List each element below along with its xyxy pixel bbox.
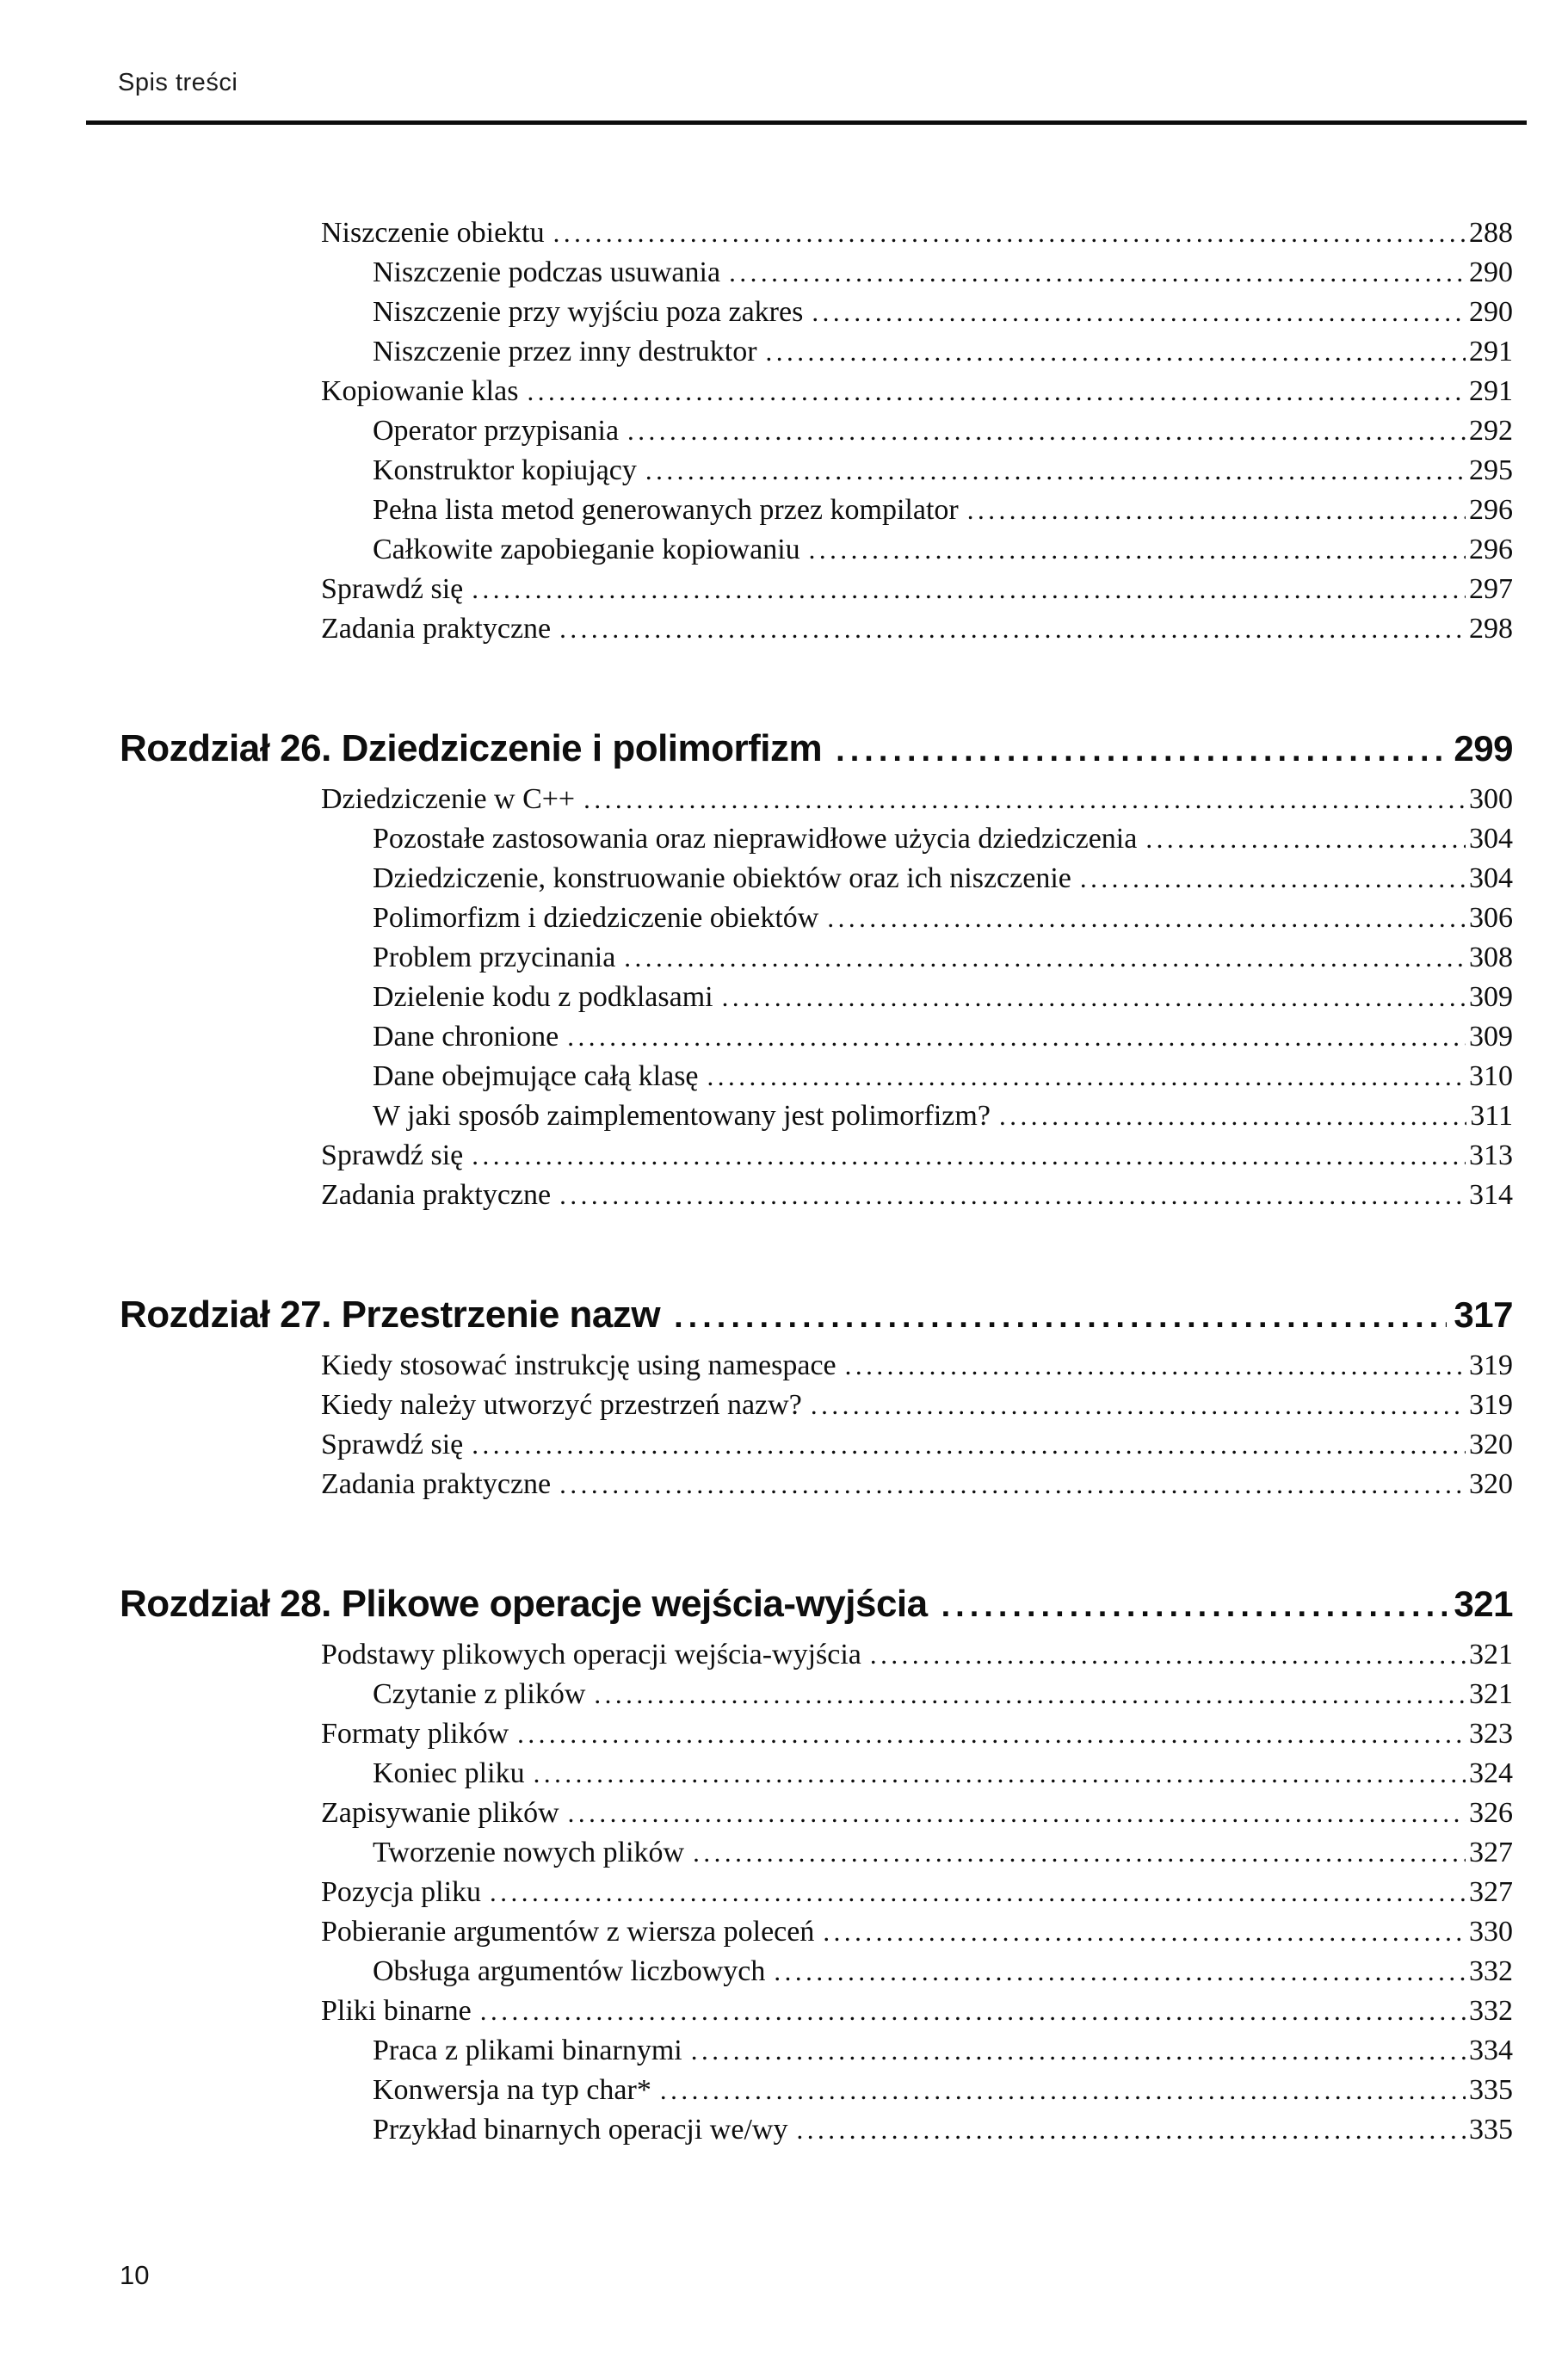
entry-page-number: 300 [1469,783,1513,815]
dot-leader [796,2110,1466,2150]
toc-entry-row [321,372,1513,411]
dot-leader [812,293,1466,332]
dot-leader [809,530,1466,570]
dot-leader [836,726,1447,775]
entry-label: Sprawdź się [321,573,464,605]
toc-entry-row [321,1912,1513,1952]
toc-entry-row [321,1346,1513,1386]
dot-leader [527,372,1466,411]
entry-page-number: 308 [1469,942,1513,973]
chapter-title: Rozdział 28. Plikowe operacje wejścia-wyjścia [120,1583,928,1625]
toc-entry-row [321,1176,1513,1215]
entry-page-number: 324 [1469,1757,1513,1789]
dot-leader [729,253,1466,293]
toc-entry-row [373,819,1513,859]
dot-leader [472,1425,1466,1465]
toc-entry-row [321,1425,1513,1465]
dot-leader [583,780,1466,819]
toc-entry-row [321,1136,1513,1176]
toc-entry-row [373,2071,1513,2110]
toc-entry-row [321,1465,1513,1504]
toc-block [120,1580,1513,2150]
entry-label: Pobieranie argumentów z wiersza poleceń [321,1916,815,1948]
entry-page-number: 292 [1469,415,1513,447]
dot-leader [707,1057,1466,1096]
toc-entry-row [373,451,1513,491]
chapter-title: Rozdział 27. Przestrzenie nazw [120,1294,661,1336]
dot-leader [693,1833,1466,1873]
toc-entry-row [373,2110,1513,2150]
entry-label: Niszczenie obiektu [321,217,545,249]
entry-label: Sprawdź się [321,1139,464,1171]
dot-leader [472,570,1466,609]
dot-leader [1145,819,1466,859]
entry-label: Dane chronione [373,1021,559,1053]
entry-page-number: 309 [1469,981,1513,1013]
toc-entry-row [373,1952,1513,1991]
running-head: Spis treści [118,69,238,96]
toc-entry-row [373,1057,1513,1096]
entry-page-number: 313 [1469,1139,1513,1171]
table-of-contents [120,213,1513,2150]
dot-leader [1080,859,1466,898]
chapter-heading-row [120,725,1513,773]
dot-leader [774,1952,1466,1991]
dot-leader [766,332,1466,372]
dot-leader [594,1675,1466,1714]
dot-leader [627,411,1466,451]
entry-page-number: 332 [1469,1955,1513,1987]
toc-entry-row [321,1794,1513,1833]
dot-leader [941,1582,1448,1630]
entry-page-number: 309 [1469,1021,1513,1053]
entry-page-number: 296 [1469,534,1513,565]
entry-page-number: 323 [1469,1718,1513,1750]
toc-entry-row [321,1635,1513,1675]
entry-page-number: 319 [1469,1349,1513,1381]
entry-page-number: 295 [1469,454,1513,486]
entry-label: Zapisywanie plików [321,1797,559,1829]
dot-leader [472,1136,1466,1176]
entry-page-number: 290 [1469,256,1513,288]
entry-label: Całkowite zapobieganie kopiowaniu [373,534,800,565]
entry-label: Zadania praktyczne [321,1468,552,1500]
entry-page-number: 332 [1469,1995,1513,2027]
toc-entry-row [373,978,1513,1017]
entry-label: Przykład binarnych operacji we/wy [373,2114,788,2146]
entry-label: Operator przypisania [373,415,620,447]
dot-leader [490,1873,1466,1912]
entry-label: Pliki binarne [321,1995,472,2027]
chapter-page-number: 317 [1454,1294,1513,1335]
entry-page-number: 290 [1469,296,1513,328]
toc-entry-row [373,2031,1513,2071]
dot-leader [568,1794,1466,1833]
entry-page-number: 291 [1469,336,1513,367]
dot-leader [999,1096,1466,1136]
toc-entry-row [373,293,1513,332]
toc-entry-row [321,570,1513,609]
entry-label: Praca z plikami binarnymi [373,2035,682,2066]
entry-label: Niszczenie przy wyjściu poza zakres [373,296,804,328]
dot-leader [567,1017,1466,1057]
entry-page-number: 326 [1469,1797,1513,1829]
entry-page-number: 330 [1469,1916,1513,1948]
dot-leader [674,1293,1447,1341]
entry-label: Pozycja pliku [321,1876,482,1908]
entry-page-number: 334 [1469,2035,1513,2066]
dot-leader [534,1754,1466,1794]
toc-entry-row [373,1675,1513,1714]
entry-page-number: 335 [1469,2114,1513,2146]
entry-page-number: 310 [1469,1060,1513,1092]
toc-entry-row [373,253,1513,293]
entry-label: Polimorfizm i dziedziczenie obiektów [373,902,819,934]
entry-label: Czytanie z plików [373,1678,586,1710]
chapter-heading-row [120,1291,1513,1339]
toc-entry-row [373,491,1513,530]
entry-label: Dziedziczenie w C++ [321,783,576,815]
dot-leader [827,898,1466,938]
dot-leader [811,1386,1466,1425]
toc-entry-row [321,213,1513,253]
chapter-page-number: 321 [1454,1584,1513,1624]
entry-page-number: 288 [1469,217,1513,249]
entry-page-number: 321 [1469,1639,1513,1670]
toc-entry-row [373,530,1513,570]
toc-entry-row [373,411,1513,451]
entry-page-number: 320 [1469,1468,1513,1500]
page-folio: 10 [120,2260,150,2290]
entry-label: Kiedy stosować instrukcję using namespace [321,1349,836,1381]
entry-label: W jaki sposób zaimplementowany jest polimorfizm? [373,1100,991,1132]
toc-entry-row [373,1754,1513,1794]
dot-leader [559,1465,1466,1504]
dot-leader [559,609,1466,649]
toc-entry-row [373,938,1513,978]
entry-page-number: 291 [1469,375,1513,407]
toc-entry-row [373,332,1513,372]
dot-leader [967,491,1466,530]
dot-leader [660,2071,1466,2110]
dot-leader [480,1991,1466,2031]
entry-label: Zadania praktyczne [321,613,552,645]
entry-label: Konwersja na typ char* [373,2074,651,2106]
chapter-heading-row [120,1580,1513,1628]
chapter-page-number: 299 [1454,728,1513,769]
entry-page-number: 320 [1469,1429,1513,1460]
entry-label: Tworzenie nowych plików [373,1837,685,1868]
toc-entry-row [373,859,1513,898]
dot-leader [722,978,1466,1017]
toc-block [120,1291,1513,1504]
entry-page-number: 319 [1469,1389,1513,1421]
entry-label: Dane obejmujące całą klasę [373,1060,699,1092]
entry-page-number: 314 [1469,1179,1513,1211]
entry-page-number: 311 [1470,1100,1513,1132]
entry-label: Podstawy plikowych operacji wejścia-wyjścia [321,1639,861,1670]
dot-leader [645,451,1466,491]
dot-leader [691,2031,1466,2071]
entry-page-number: 304 [1469,862,1513,894]
entry-label: Zadania praktyczne [321,1179,552,1211]
dot-leader [517,1714,1466,1754]
entry-page-number: 306 [1469,902,1513,934]
entry-label: Formaty plików [321,1718,509,1750]
entry-label: Koniec pliku [373,1757,525,1789]
entry-label: Problem przycinania [373,942,616,973]
toc-block [120,213,1513,649]
entry-page-number: 298 [1469,613,1513,645]
toc-entry-row [321,609,1513,649]
dot-leader [559,1176,1466,1215]
toc-entry-row [373,898,1513,938]
entry-label: Dzielenie kodu z podklasami [373,981,713,1013]
entry-page-number: 296 [1469,494,1513,526]
entry-page-number: 335 [1469,2074,1513,2106]
toc-entry-row [321,1386,1513,1425]
entry-page-number: 327 [1469,1837,1513,1868]
dot-leader [845,1346,1466,1386]
toc-entry-row [373,1017,1513,1057]
dot-leader [870,1635,1466,1675]
entry-page-number: 297 [1469,573,1513,605]
entry-label: Obsługa argumentów liczbowych [373,1955,766,1987]
toc-entry-row [321,1714,1513,1754]
dot-leader [823,1912,1466,1952]
dot-leader [624,938,1466,978]
dot-leader [553,213,1466,253]
toc-block [120,725,1513,1215]
entry-label: Sprawdź się [321,1429,464,1460]
entry-page-number: 327 [1469,1876,1513,1908]
toc-entry-row [321,1991,1513,2031]
entry-label: Dziedziczenie, konstruowanie obiektów oraz ich niszczenie [373,862,1071,894]
entry-label: Kopiowanie klas [321,375,519,407]
toc-entry-row [321,1873,1513,1912]
entry-label: Konstruktor kopiujący [373,454,637,486]
entry-label: Kiedy należy utworzyć przestrzeń nazw? [321,1389,802,1421]
chapter-title: Rozdział 26. Dziedziczenie i polimorfizm [120,727,823,769]
header-rule [86,120,1527,125]
entry-page-number: 304 [1469,823,1513,855]
entry-label: Niszczenie przez inny destruktor [373,336,757,367]
toc-entry-row [373,1096,1513,1136]
toc-entry-row [373,1833,1513,1873]
entry-page-number: 321 [1469,1678,1513,1710]
toc-entry-row [321,780,1513,819]
entry-label: Niszczenie podczas usuwania [373,256,721,288]
entry-label: Pozostałe zastosowania oraz nieprawidłowe użycia dziedziczenia [373,823,1138,855]
entry-label: Pełna lista metod generowanych przez kompilator [373,494,959,526]
